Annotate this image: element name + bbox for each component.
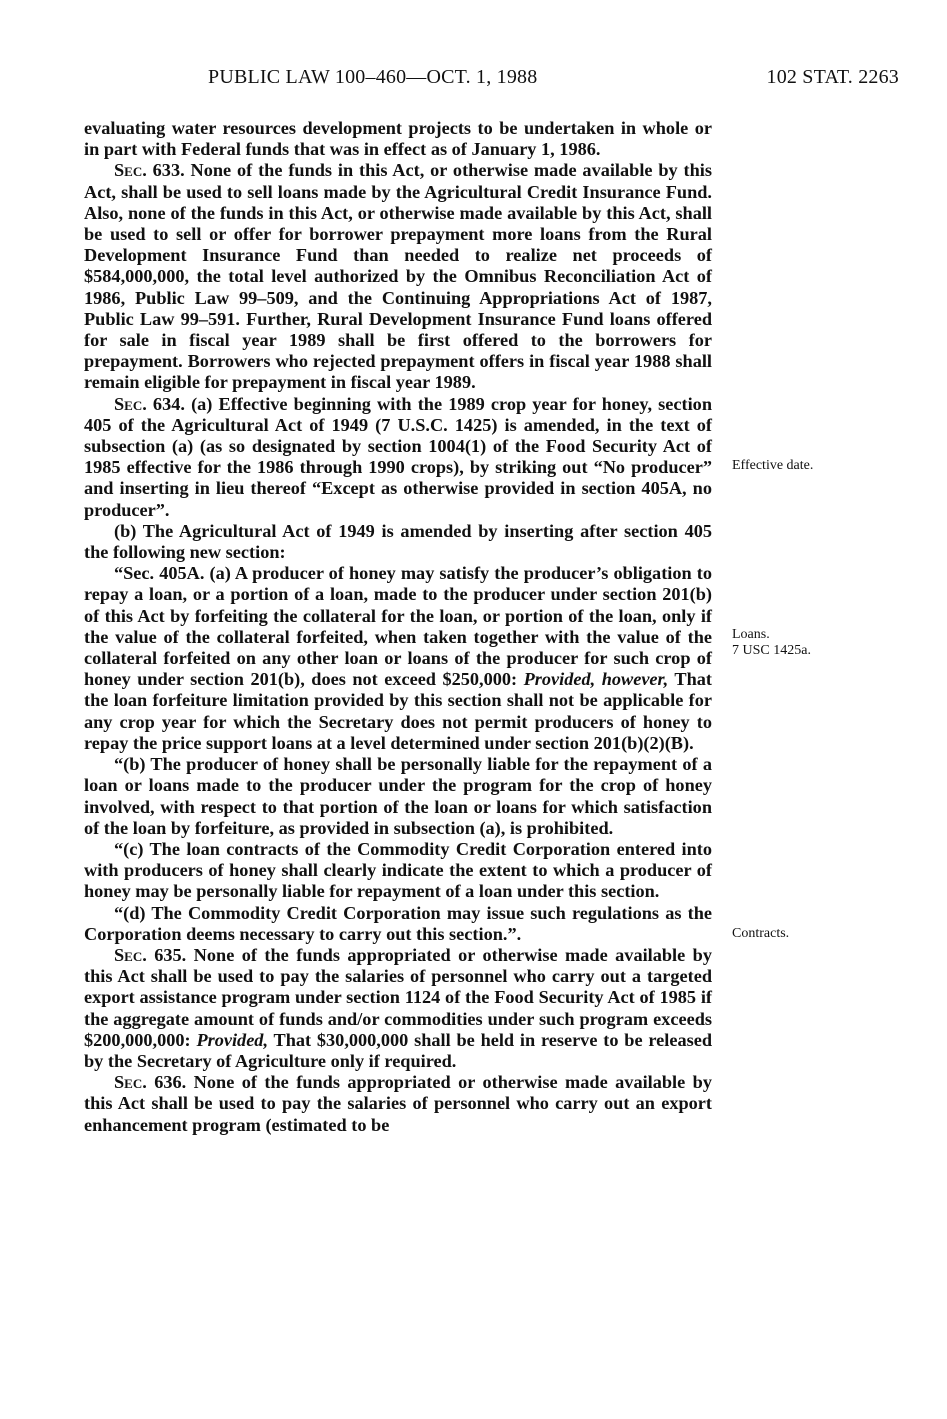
section-636: Sec. 636. None of the funds appropriated or otherwise made available by this Act shall be used to pay the salaries of personnel who carry out an export enhancement program (estimated to be [84,1072,712,1135]
section-634: Sec. 634. (a) Effective beginning with the 1989 crop year for honey, section 405 of the Agricultural Act of 1949 (7 U.S.C. 1425) is amended, in the text of subsection (a) (as so designated by section 1004(1) of the Food Security Act of 1985 effective for the 1986 through 1990 crops), by striking out “No producer” and inserting in lieu thereof “Except as otherwise provided in section 405A, no producer”. [84,393,712,520]
section-label: Sec. [114,1072,147,1093]
section-405a-c: “(c) The loan contracts of the Commodity Credit Corporation entered into with producers of honey shall clearly indicate the extent to which a producer of honey may be personally liable for repayment of a loan under this section. [84,838,712,902]
margin-note-effective-date: Effective date. [732,458,814,473]
section-634-b: (b) The Agricultural Act of 1949 is amended by inserting after section 405 the following new section: [84,520,712,563]
section-label: Sec. [114,160,147,181]
proviso-italic: Provided, [196,1029,269,1050]
stat-citation: 102 STAT. 2263 [766,66,899,88]
section-label: Sec. [114,393,147,414]
margin-note-contracts: Contracts. [732,926,790,941]
paragraph-continuation: evaluating water resources development projects to be undertaken in whole or in part with Federal funds that was in effect as of January 1, 1986. [84,118,712,160]
proviso-italic: Provided, however, [523,669,669,690]
margin-note-usc: 7 USC 1425a. [732,643,811,658]
section-405a-a: “Sec. 405A. (a) A producer of honey may satisfy the producer’s obligation to repay a loan, or a portion of a loan, made to the producer under section 201(b) of this Act by forfeiting the collateral for the loan, or portion of the loan, only if the value of the collateral forfeited, when taken together with the value of the collateral forfeited on any other loan or loans of the producer for such crop of honey under section 201(b), does not exceed $250,000: Provided, however, That the loan forfeiture limitation provided by this section shall not be applicable for any crop year for which the Secretary does not permit producers of honey to repay the price support loans at a level determined under section 201(b)(2)(B). [84,563,712,753]
section-635: Sec. 635. None of the funds appropriated or otherwise made available by this Act shall be used to pay the salaries of personnel who carry out a targeted export assistance program under section 1124 of the Food Security Act of 1985 if the aggregate amount of funds and/or commodities under such program exceeds $200,000,000: Provided, That $30,000,000 shall be held in reserve to be released by the Secretary of Agriculture only if required. [84,944,712,1071]
running-title: PUBLIC LAW 100–460—OCT. 1, 1988 [208,66,538,88]
body-text [84,118,712,1136]
section-405a-d: “(d) The Commodity Credit Corporation may issue such regulations as the Corporation deems necessary to carry out this section.”. [84,902,712,944]
section-633: Sec. 633. None of the funds in this Act, or otherwise made available by this Act, shall be used to sell loans made by the Agricultural Credit Insurance Fund. Also, none of the funds in this Act, or otherwise made available by this Act, shall be used to sell or offer for borrower prepayment more loans from the Rural Development Insurance Fund than needed to realize net proceeds of $584,000,000, the total level authorized by the Omnibus Reconciliation Act of 1986, Public Law 99–509, and the Continuing Appropriations Act of 1987, Public Law 99–591. Further, Rural Development Insurance Fund loans offered for sale in fiscal year 1989 shall be first offered to the borrowers for prepayment. Borrowers who rejected prepayment offers in fiscal year 1988 shall remain eligible for prepayment in fiscal year 1989. [84,160,712,393]
margin-note-loans: Loans. [732,627,770,642]
section-label: Sec. [114,944,147,965]
section-405a-b: “(b) The producer of honey shall be personally liable for the repayment of a loan or loans made to the producer under the program for the crop of honey involved, with respect to that portion of the loan or loans for which satisfaction of the loan by forfeiture, as provided in subsection (a), is prohibited. [84,754,712,838]
